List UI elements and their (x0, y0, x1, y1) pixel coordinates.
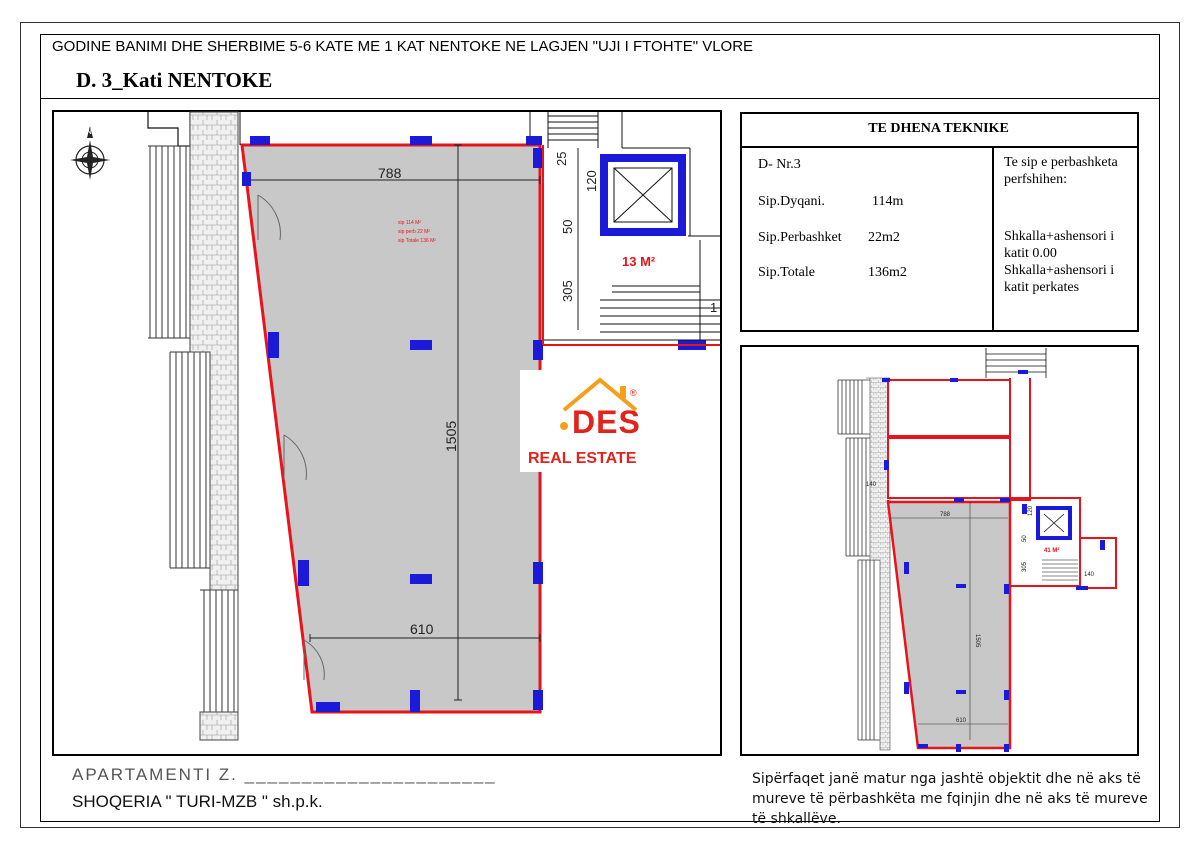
header-divider (40, 98, 1160, 99)
compass-icon (70, 126, 110, 180)
tech-col-divider (992, 146, 994, 332)
key-plan (742, 347, 1137, 754)
mini-dim-140b: 140 (1084, 572, 1095, 578)
room-note-2: sip perb 22 M² (398, 229, 430, 235)
dim-stair-120: 120 (584, 170, 599, 192)
apartment-label: APARTAMENTI Z. ______________________ (72, 765, 497, 784)
dim-stair-305: 305 (560, 280, 575, 302)
shared-item-2: Shkalla+ashensori i katit perkates (1004, 263, 1115, 295)
stair-area-label: 13 M² (622, 254, 656, 269)
shared-item-1: Shkalla+ashensori i katit 0.00 (1004, 229, 1115, 261)
svg-text:N: N (86, 127, 92, 136)
mini-dim-305: 305 (1022, 561, 1028, 572)
dim-stair-50: 50 (560, 219, 575, 234)
dim-stair-1: 1 (710, 300, 718, 315)
des-logo (520, 370, 690, 472)
row-value-total: 136m2 (868, 265, 907, 280)
logo-tagline: REAL ESTATE (528, 450, 637, 467)
company-name: SHOQERIA " TURI-MZB " sh.p.k. (72, 792, 323, 811)
mini-dim-610: 610 (956, 718, 967, 724)
dim-stair-25: 25 (554, 151, 569, 166)
logo-brand: DES (572, 404, 641, 440)
dim-width-top: 788 (378, 165, 402, 181)
mini-dim-50: 50 (1022, 535, 1028, 542)
room-note-1: sip 114 M² (398, 220, 421, 226)
shared-heading: Te sip e perbashketa perfshihen: (1004, 155, 1118, 187)
row-label-shop: Sip.Dyqani. (758, 194, 825, 209)
row-label-shared: Sip.Perbashket (758, 230, 842, 245)
mini-dim-788: 788 (940, 512, 951, 518)
dim-length: 1505 (443, 420, 459, 452)
row-value-shop: 114m (872, 194, 904, 209)
dim-width-bottom: 610 (410, 621, 434, 637)
row-label-total: Sip.Totale (758, 265, 815, 280)
room-note-3: sip Totale 136 M² (398, 238, 436, 244)
tech-title: TE DHENA TEKNIKE (868, 121, 1009, 136)
drawing-title: GODINE BANIMI DHE SHERBIME 5-6 KATE ME 1 KAT NENTOKE NE LAGJEN "UJI I FTOHTE" VLORE (52, 38, 754, 55)
drawing-subtitle: D. 3_Kati NENTOKE (76, 68, 273, 92)
measurement-note: Sipërfaqet janë matur nga jashtë objektit dhe në aks të mureve të përbashkëta me fqinjin dhe në aks të mureve të shkallëve. (752, 771, 1148, 827)
mini-area: 41 M² (1044, 548, 1060, 554)
tech-title-divider (740, 146, 1139, 148)
mini-dim-1505: 1505 (974, 634, 980, 648)
mini-dim-120: 120 (1028, 505, 1034, 516)
mini-dim-140a: 140 (866, 482, 877, 488)
logo-registered: ® (630, 388, 637, 398)
row-value-shared: 22m2 (868, 230, 900, 245)
unit-number: D- Nr.3 (758, 157, 801, 172)
